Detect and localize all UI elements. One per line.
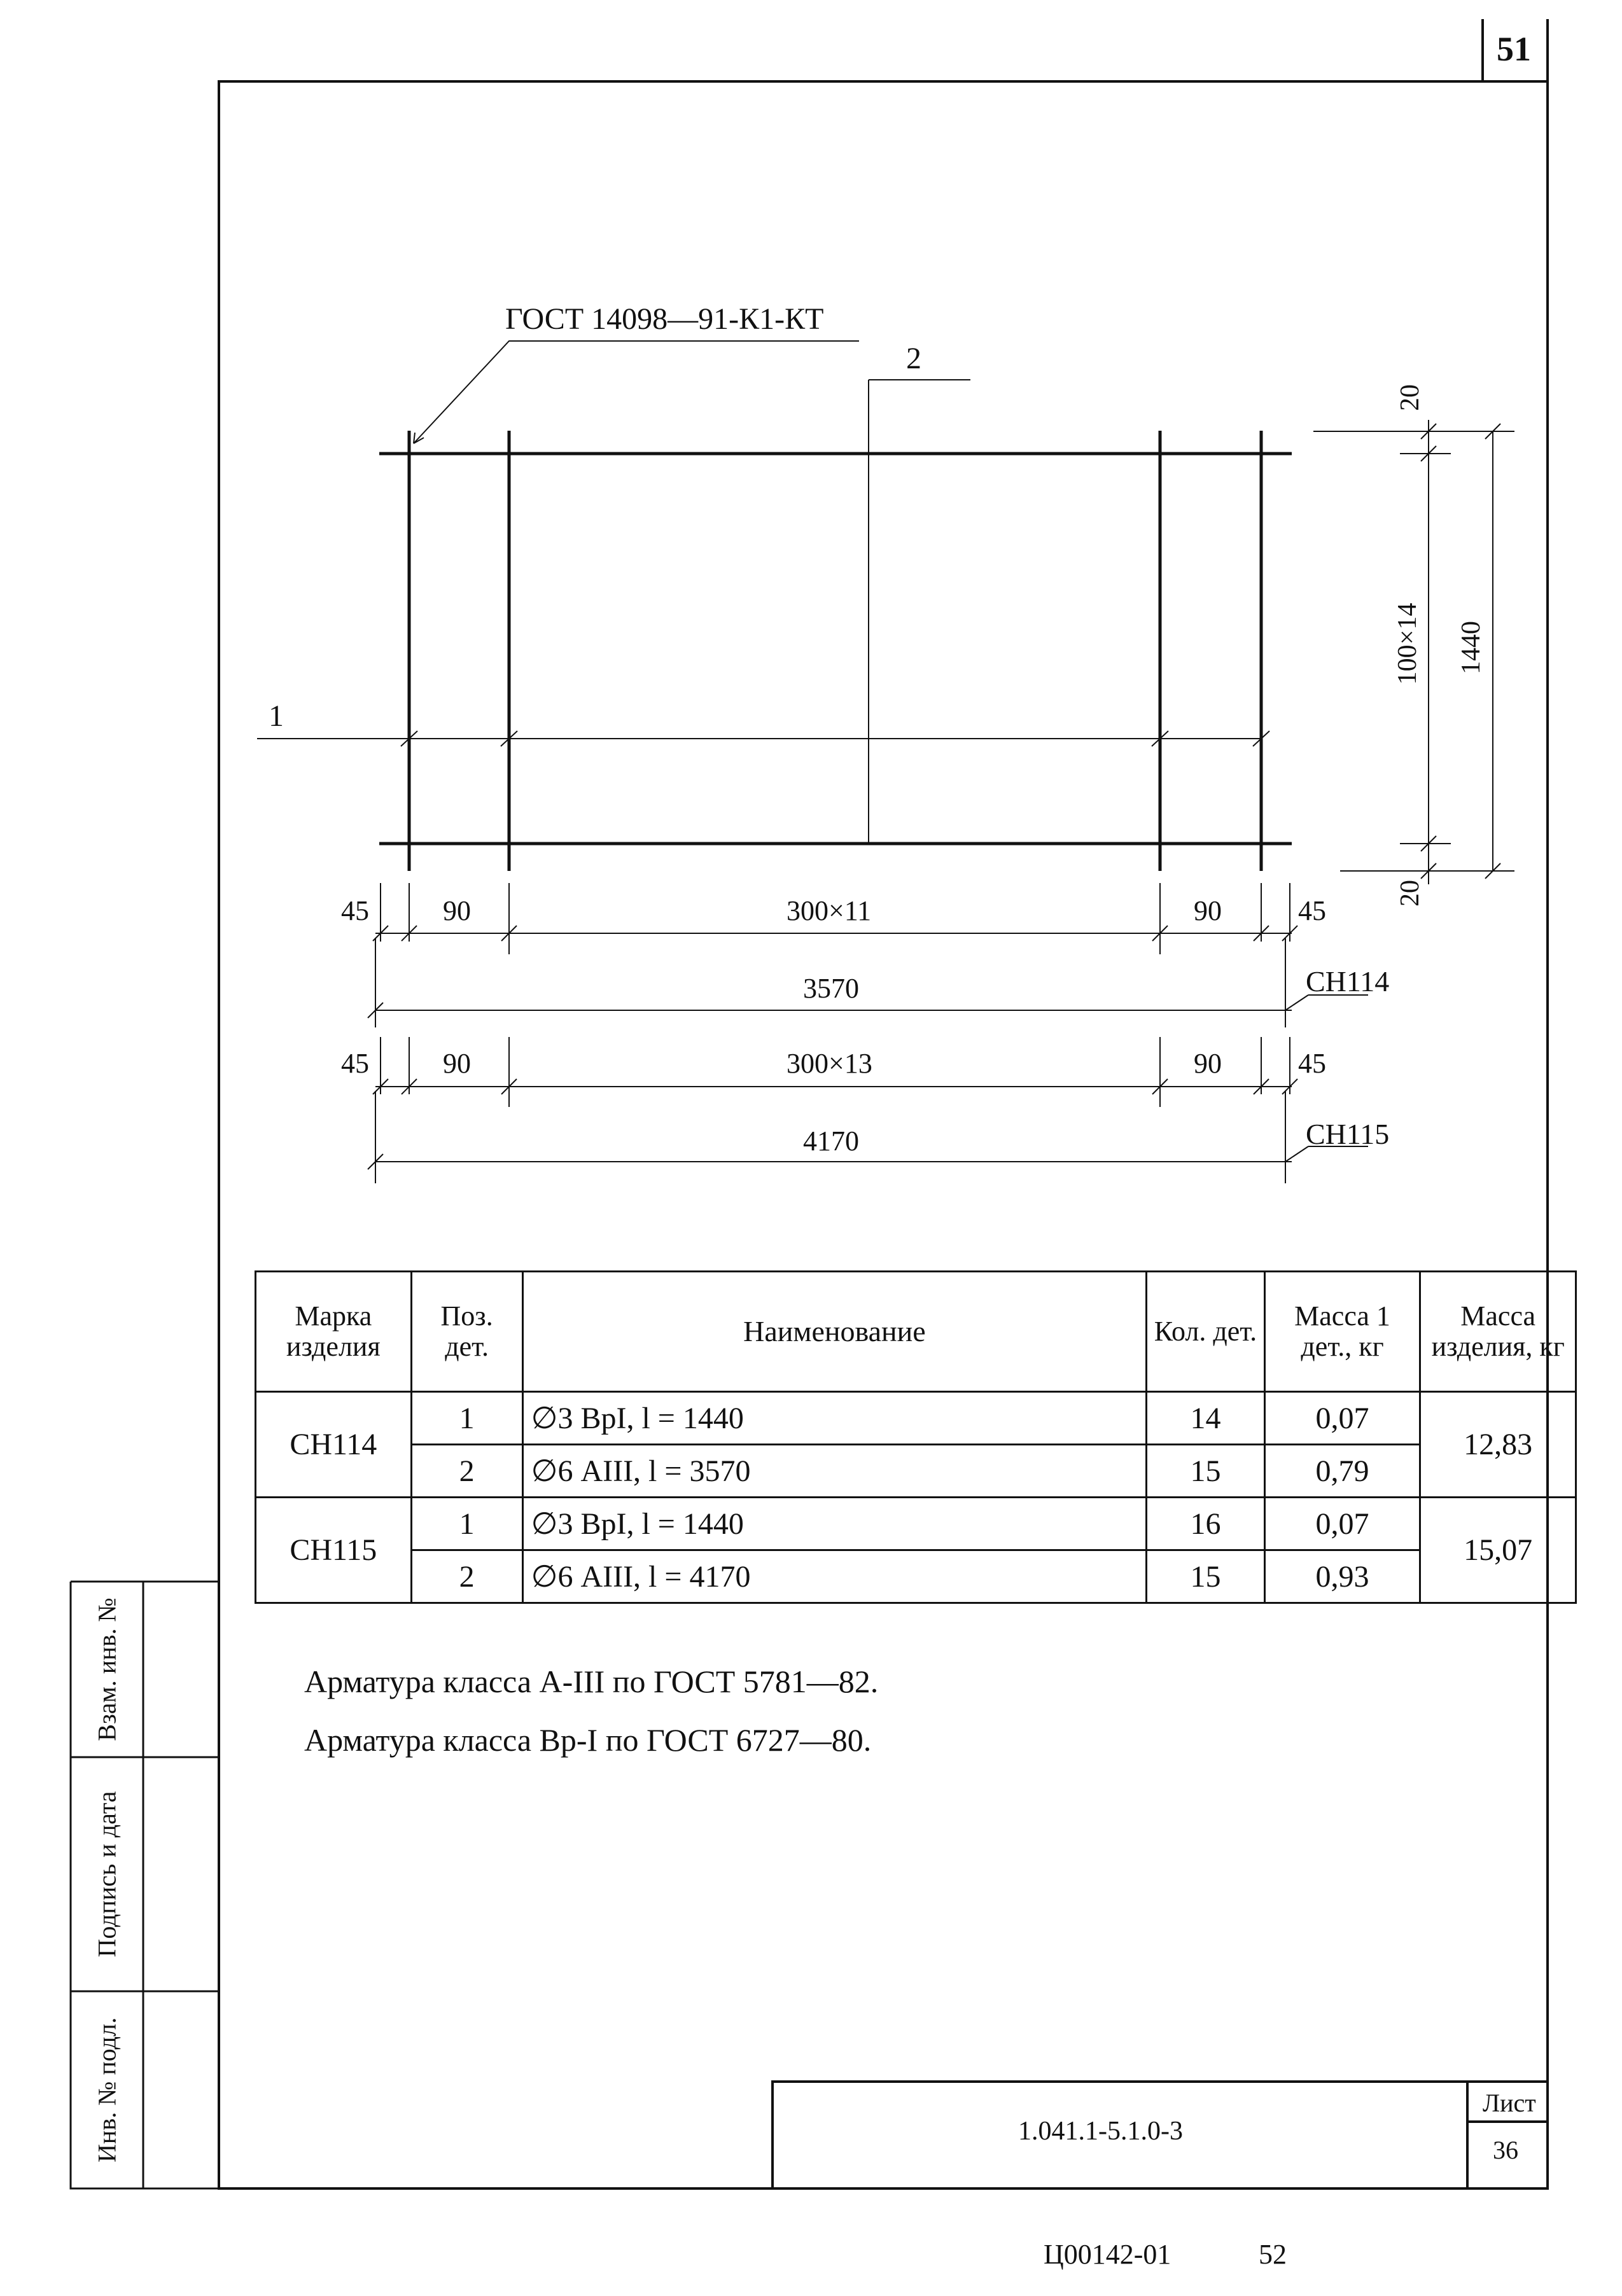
table-row (256, 1550, 1576, 1603)
row2-left-gap: 90 (443, 1048, 471, 1079)
cell-pos: 2 (411, 1550, 522, 1603)
table-row (256, 1445, 1576, 1498)
note-line: Арматура класса А-III по ГОСТ 5781—82. (304, 1664, 879, 1699)
row1-mark: СН114 (1306, 965, 1390, 998)
dim-spacing: 100×14 (1393, 602, 1422, 685)
cell-mark: СН115 (256, 1498, 412, 1603)
sheet-label: Лист (1483, 2089, 1536, 2117)
side-stamp-podpis: Подпись и дата (92, 1791, 122, 1958)
sheet-number: 36 (1493, 2136, 1518, 2164)
cell-mass-item: 12,83 (1420, 1392, 1576, 1498)
dim-height: 1440 (1457, 621, 1486, 674)
cell-pos: 2 (411, 1445, 522, 1498)
row1-left-gap: 90 (443, 895, 471, 926)
position-2-label: 2 (906, 342, 921, 375)
specification-table (255, 1270, 1577, 1604)
dim-top-offset: 20 (1395, 384, 1425, 411)
cell-qty: 15 (1147, 1550, 1265, 1603)
cell-qty: 15 (1147, 1445, 1265, 1498)
position-1-label: 1 (269, 699, 284, 733)
archive-number: Ц00142-01 (1044, 2239, 1171, 2270)
header-mass-item: Масса изделия, кг (1420, 1272, 1576, 1392)
side-stamp-vzam: Взам. инв. № (92, 1597, 122, 1741)
cell-qty: 16 (1147, 1498, 1265, 1550)
cell-qty: 14 (1147, 1392, 1265, 1445)
cell-name: ∅3 ВрI, l = 1440 (522, 1498, 1147, 1550)
cell-mass-item: 15,07 (1420, 1498, 1576, 1603)
table-row (256, 1498, 1576, 1550)
footer-page: 52 (1259, 2239, 1287, 2270)
cell-mass-one: 0,07 (1264, 1498, 1420, 1550)
row2-total: 4170 (803, 1125, 859, 1157)
note-line: Арматура класса Вр-I по ГОСТ 6727—80. (304, 1722, 872, 1758)
row2-mark: СН115 (1306, 1118, 1390, 1150)
cell-name: ∅6 АIII, l = 3570 (522, 1445, 1147, 1498)
side-stamp-inv: Инв. № подл. (92, 2017, 122, 2162)
table-row (256, 1392, 1576, 1445)
header-name: Наименование (522, 1272, 1147, 1392)
cell-mass-one: 0,07 (1264, 1392, 1420, 1445)
row1-right-gap: 90 (1194, 895, 1222, 926)
cell-pos: 1 (411, 1392, 522, 1445)
page-number: 51 (1497, 30, 1531, 68)
dim-bottom-offset: 20 (1395, 880, 1425, 907)
header-qty: Кол. дет. (1147, 1272, 1265, 1392)
cell-mass-one: 0,93 (1264, 1550, 1420, 1603)
cell-pos: 1 (411, 1498, 522, 1550)
cell-mark: СН114 (256, 1392, 412, 1498)
row1-middle: 300×11 (787, 895, 872, 926)
header-mark: Марка изделия (256, 1272, 412, 1392)
document-code: 1.041.1-5.1.0-3 (1018, 2117, 1183, 2146)
table-header-row (256, 1272, 1576, 1392)
cell-mass-one: 0,79 (1264, 1445, 1420, 1498)
gost-callout: ГОСТ 14098—91-К1-КТ (505, 302, 824, 336)
row2-right-gap: 90 (1194, 1048, 1222, 1079)
horizontal-dimensions (368, 883, 1368, 1183)
row2-right-end: 45 (1298, 1048, 1326, 1079)
row2-middle: 300×13 (787, 1048, 872, 1079)
cell-name: ∅3 ВрI, l = 1440 (522, 1392, 1147, 1445)
row1-total: 3570 (803, 973, 859, 1004)
row1-right-end: 45 (1298, 895, 1326, 926)
header-mass-one: Масса 1 дет., кг (1264, 1272, 1420, 1392)
mesh-drawing (257, 341, 1292, 871)
row2-left-end: 45 (341, 1048, 369, 1079)
cell-name: ∅6 АIII, l = 4170 (522, 1550, 1147, 1603)
row1-left-end: 45 (341, 895, 369, 926)
header-pos: Поз. дет. (411, 1272, 522, 1392)
